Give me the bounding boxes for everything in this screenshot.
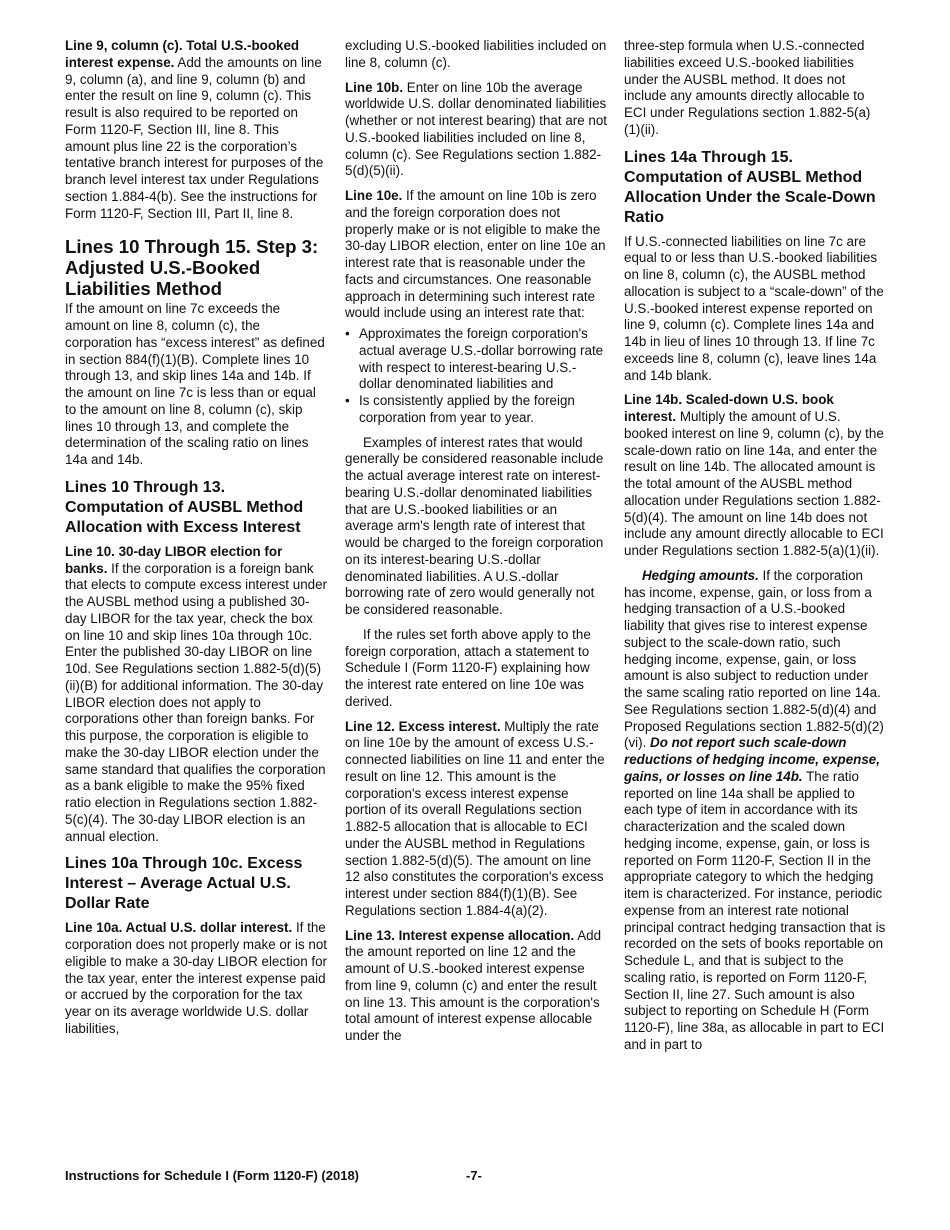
- list-item: [345, 326, 607, 393]
- text-line-10a: If the corporation does not properly make or is not eligible to make a 30-day LIBOR election for the tax year, enter the interest expense paid or accrued by the corporation for the tax year on its average worldwide U.S. dollar liabilities,: [65, 920, 328, 1036]
- text-line-14b: Multiply the amount of U.S. booked interest on line 9, column (c), by the scale-down ratio on line 14a, and enter the result on line 14b. The allocated amount is the total amount of the AUSBL method allocation under Regulations section 1.882-5(d)(4). The amount on line 14b does not include any amount directly allocable to ECI under Regulations section 1.882-5(a)(1)(ii).: [624, 409, 884, 558]
- lead-line-10: Line 10. 30-day LIBOR election for banks.: [65, 543, 283, 576]
- paragraph-line-13: [345, 928, 607, 1045]
- lead-line-14b: Line 14b. Scaled-down U.S. book interest.: [624, 392, 834, 424]
- list-item: [345, 393, 607, 427]
- column-2: [345, 38, 607, 1053]
- paragraph-line-14b: [624, 392, 886, 560]
- text-line-10b: Enter on line 10b the average worldwide U.S. dollar denominated liabilities (whether or not interest bearing) that are not U.S.-booked liabilities included on line 8, column (c). See Regulations section 1.882-5(d)(5)(ii).: [345, 79, 608, 179]
- emphasis-hedging: Do not report such scale-down reductions of hedging income, expense, gains, or losses on line 14b.: [624, 735, 880, 784]
- text-line-10e: If the amount on line 10b is zero and the foreign corporation does not properly make or is not eligible to make the 30-day LIBOR election, enter on line 10e an interest rate that is reasonable under the facts and circumstances. One reasonable approach in determining such interest rate would include using an interest rate that:: [345, 188, 606, 321]
- paragraph-line-12: [345, 719, 607, 920]
- heading-lines-14a-15: Lines 14a Through 15. Computation of AUSBL Method Allocation Under the Scale-Down Ratio: [624, 148, 876, 226]
- lead-hedging: Hedging amounts.: [642, 567, 759, 583]
- text-line-9c: Add the amounts on line 9, column (a), and line 9, column (b) and enter the result on line 9, column (c). This result is also required to be reported on Form 1120-F, Section III, line 8. This amount plus line 22 is the corporation’s tentative branch interest for purposes of the branch level interest tax under Regulations section 1.884-4(b). See the instructions for Form 1120-F, Section III, Part II, line 8.: [65, 54, 324, 221]
- paragraph-hedging: [624, 568, 886, 1054]
- heading-lines-10a-10c: Lines 10a Through 10c. Excess Interest – Average Actual U.S. Dollar Rate: [65, 855, 303, 913]
- text-hedging-2: The ratio reported on line 14a shall be applied to each type of item in accordance with its characterization and the scaled down hedging income, expense, gain, or loss is reported on Form 1120-F, Section II in the appropriate category to which the hedging item is characterized. For instance, periodic expense from an interest rate notional principal contract hedging transaction that is recorded on the sets of books reportable on Schedule L, and that is subject to the scaling ratio, is reported on Form 1120-F, Section II, line 27. Such amount is also subject to reporting on Schedule H (Form 1120-F), line 38a, as allocable in part to ECI and in part to: [624, 768, 886, 1052]
- list-item-text: Is consistently applied by the foreign corporation from year to year.: [359, 393, 575, 425]
- paragraph-line-10: [65, 544, 327, 846]
- footer-title: Instructions for Schedule I (Form 1120-F) (2018): [65, 1168, 360, 1183]
- heading-lines-10-13: Lines 10 Through 13. Computation of AUSBL Method Allocation with Excess Interest: [65, 478, 304, 536]
- lead-line-9c: Line 9, column (c). Total U.S.-booked interest expense.: [65, 38, 300, 70]
- text-line-13: Add the amount reported on line 12 and the amount of U.S.-booked interest expense from line 9, column (c) and enter the result on line 13. This amount is the corporation's total amount of interest expense allocable under the: [345, 927, 602, 1043]
- lead-line-10b: Line 10b.: [345, 79, 404, 95]
- heading-step-3: Lines 10 Through 15. Step 3: Adjusted U.S.-Booked Liabilities Method: [65, 236, 319, 300]
- paragraph-continued: three-step formula when U.S.-connected liabilities exceed U.S.-booked liabilities under the AUSBL method. It does not include any amounts directly allocable to ECI under Regulations section 1.882-5(a)(1)(ii).: [624, 38, 871, 137]
- paragraph-continued: excluding U.S.-booked liabilities included on line 8, column (c).: [345, 38, 607, 70]
- paragraph-line-10e: [345, 188, 607, 322]
- lead-line-12: Line 12. Excess interest.: [345, 718, 501, 734]
- lead-line-13: Line 13. Interest expense allocation.: [345, 927, 575, 943]
- paragraph-statement: If the rules set forth above apply to the foreign corporation, attach a statement to Schedule I (Form 1120-F) explaining how the interest rate entered on line 10e was derived.: [345, 626, 591, 709]
- list-item-text: Approximates the foreign corporation's actual average U.S.-dollar borrowing rate with respect to interest-bearing U.S.-dollar denominated liabilities and: [359, 326, 604, 392]
- lead-line-10e: Line 10e.: [345, 188, 403, 203]
- text-line-12: Multiply the rate on line 10e by the amount of excess U.S.-connected liabilities on line 11 and enter the result on line 12. This amount is the corporation's excess interest expense portion of its overall Regulations section 1.882-5 allocation that is allocable to ECI under the AUSBL method in Regulations section 1.882-5(d)(5). The amount on line 12 also constitutes the corporation's excess interest under section 884(f)(1)(B). See Regulations section 1.884-4(a)(2).: [345, 718, 605, 918]
- bullet-icon: •: [345, 326, 350, 341]
- paragraph-line-10b: [345, 80, 607, 181]
- page-number: -7-: [466, 1168, 482, 1183]
- text-line-10: If the corporation is a foreign bank that elects to compute excess interest under the AUSBL method using a published 30-day LIBOR for the tax year, check the box on line 10 and skip lines 10a through 10c. Enter the published 30-day LIBOR on line 10d. See Regulations section 1.882-5(d)(5)(ii)(B) for additional information. The 30-day LIBOR election does not apply to corporations other than foreign banks. For this purpose, the corporation is eligible to make the 30-day LIBOR election under the same standard that qualifies the corporation as a bank eligible to make the 95% fixed ratio election in Regulations section 1.882-5(c)(4). The 30-day LIBOR election is an annual election.: [65, 560, 328, 844]
- column-3: [624, 38, 886, 1062]
- paragraph-line-9c: [65, 38, 327, 222]
- lead-line-10a: Line 10a. Actual U.S. dollar interest.: [65, 920, 293, 936]
- paragraph-line-10a: [65, 920, 327, 1037]
- column-1: [65, 38, 327, 1046]
- bullet-list: [345, 326, 607, 427]
- paragraph-examples: Examples of interest rates that would generally be considered reasonable include the actual average interest rate on interest-bearing U.S.-dollar denominated liabilities that are U.S.-booked liabilities or an average arm's length rate of interest that would be charged to the foreign corporation on its interest-bearing U.S.-dollar denominated liabilities. A U.S.-dollar borrowing rate of zero would generally not be considered reasonable.: [345, 434, 604, 617]
- paragraph-step-3: If the amount on line 7c exceeds the amount on line 8, column (c), the corporation has “excess interest” as defined in section 884(f)(1)(B). Complete lines 10 through 13, and skip lines 14a and 14b. If the amount on line 7c is less than or equal to the amount on line 8, column (c), skip lines 10 through 13, and complete the determination of the scaling ratio on lines 14a and 14b.: [65, 301, 325, 467]
- bullet-icon: •: [345, 393, 350, 408]
- text-hedging-1: If the corporation has income, expense, gain, or loss from a hedging transaction of a U.S.-booked liability that gives rise to interest expense subject to the scale-down ratio, such hedging income, expense, gain, or loss amount is also subject to reduction under the same scaling ratio reported on line 14a. See Regulations section 1.882-5(d)(4) and Proposed Regulations section 1.882-5(d)(2)(vi).: [624, 567, 884, 751]
- paragraph-scale-down: If U.S.-connected liabilities on line 7c are equal to or less than U.S.-booked liabilities on line 8, column (c), the AUSBL method allocation is subject to a “scale-down” of the U.S.-booked interest expense reported on line 9, column (c). Complete lines 14a and 14b in lieu of lines 10 through 13. If line 7c exceeds line 8, column (c), leave lines 14a and 14b blank.: [624, 233, 884, 383]
